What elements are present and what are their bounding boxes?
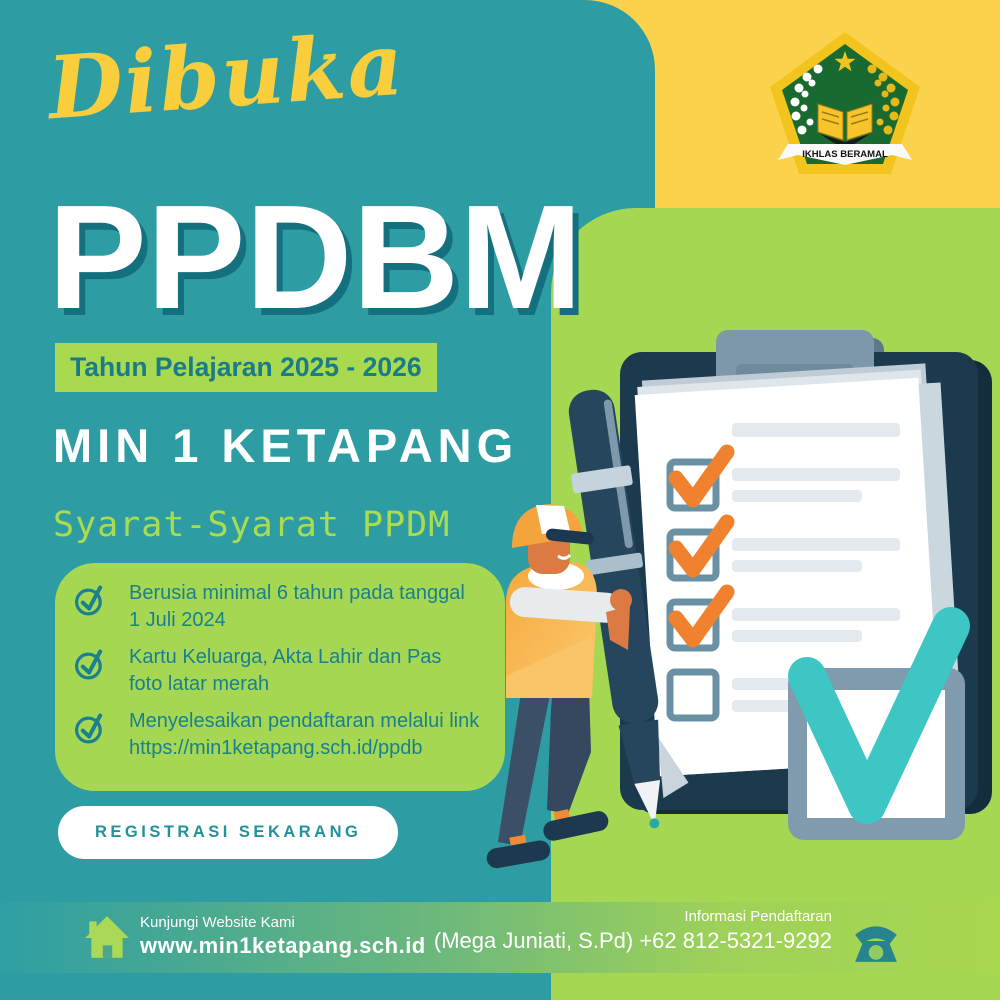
script-heading: Dibuka [44, 13, 409, 140]
requirement-line: foto latar merah [129, 672, 270, 695]
contact-text: (Mega Juniati, S.Pd) +62 812-5321-9292 [433, 928, 832, 953]
phone-icon [851, 918, 901, 964]
school-name: MIN 1 KETAPANG [53, 419, 519, 472]
requirements-heading: Syarat-Syarat PPDM [53, 505, 451, 545]
register-now-button[interactable]: REGISTRASI SEKARANG [58, 806, 398, 859]
website-label: Kunjungi Website Kami [140, 914, 295, 931]
requirement-line: 1 Juli 2024 [129, 608, 226, 631]
motto-text: IKHLAS BERAMAL [802, 149, 888, 160]
requirement-line: Menyelesaikan pendaftaran melalui link [129, 710, 480, 733]
requirement-line: Kartu Keluarga, Akta Lahir dan Pas [129, 646, 442, 669]
info-label: Informasi Pendaftaran [684, 908, 832, 925]
requirement-url: https://min1ketapang.sch.id/ppdb [129, 736, 423, 759]
footer-info-block [434, 908, 832, 954]
house-icon [82, 911, 132, 963]
year-badge: Tahun Pelajaran 2025 - 2026 [55, 343, 437, 392]
main-title: PPDBM [48, 175, 583, 340]
requirement-line: Berusia minimal 6 tahun pada tanggal [129, 582, 465, 604]
website-url[interactable]: www.min1ketapang.sch.id [140, 933, 426, 958]
footer-website-block [140, 914, 426, 959]
